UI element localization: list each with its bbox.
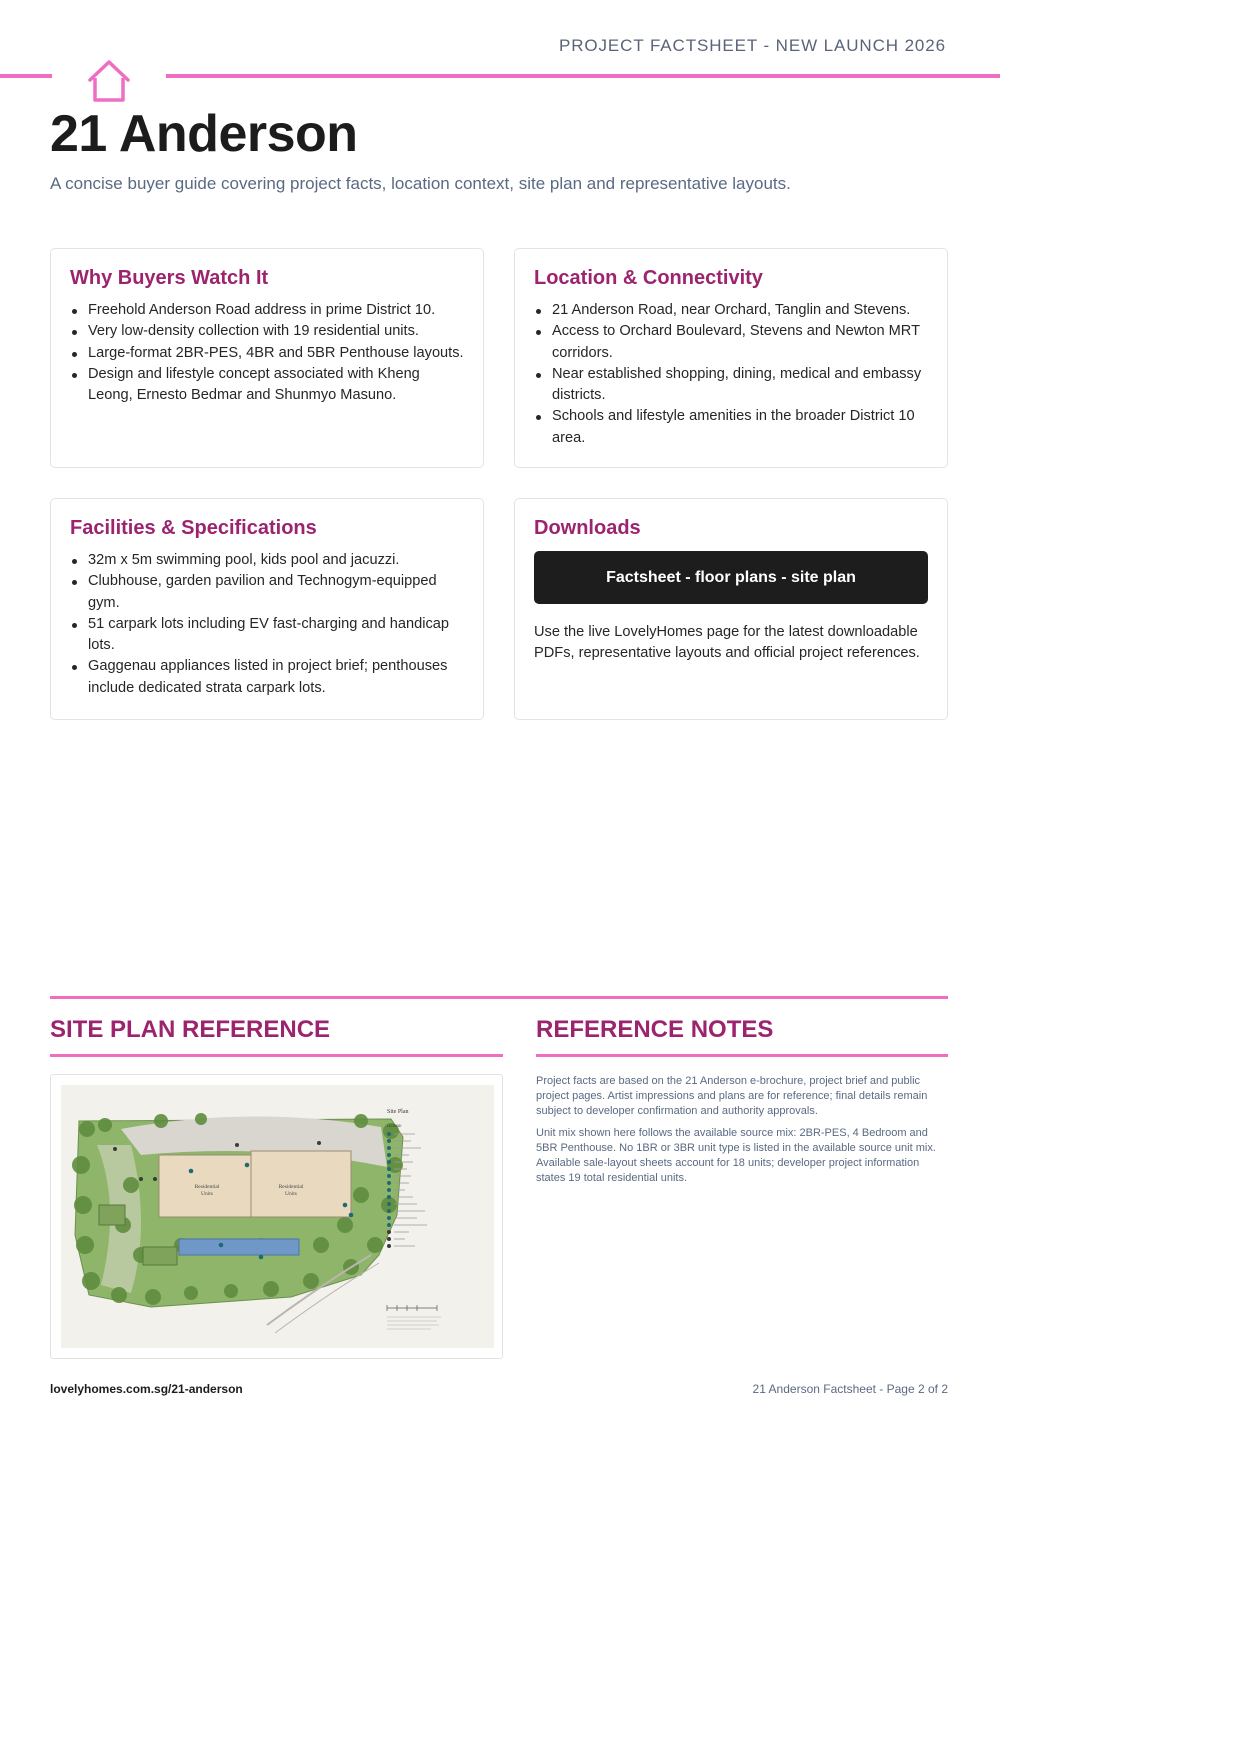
list-item: Gaggenau appliances listed in project brief; penthouses include dedicated strata carpark lots. xyxy=(70,656,464,699)
note-paragraph: Project facts are based on the 21 Anderson e-brochure, project brief and public project pages. Artist impressions and plans are for reference; final details remain subject to developer confirmation and authority approvals. xyxy=(536,1075,928,1117)
footer-url[interactable]: lovelyhomes.com.sg/21-anderson xyxy=(50,1382,243,1396)
card-heading: Facilities & Specifications xyxy=(70,517,317,539)
list-item: 32m x 5m swimming pool, kids pool and jacuzzi. xyxy=(70,550,464,571)
downloads-text: Use the live LovelyHomes page for the latest downloadable PDFs, representative layouts and official project references. xyxy=(534,624,920,662)
block-b-label-1: Residential xyxy=(278,1184,304,1190)
site-plan-heading: SITE PLAN REFERENCE xyxy=(50,1016,331,1043)
card-heading: Downloads xyxy=(534,517,641,539)
site-plan-image xyxy=(61,1085,494,1348)
header-rule-left xyxy=(0,74,52,78)
page-subtitle: A concise buyer guide covering project facts, location context, site plan and representative layouts. xyxy=(50,174,791,193)
card-list xyxy=(70,550,464,699)
list-item: Clubhouse, garden pavilion and Technogym-equipped gym. xyxy=(70,571,464,614)
section-rule xyxy=(50,996,948,999)
house-icon xyxy=(84,56,134,106)
list-item: Design and lifestyle concept associated with Kheng Leong, Ernesto Bedmar and Shunmyo Masuno. xyxy=(70,364,464,407)
reference-notes xyxy=(536,1074,948,1194)
block-a-label-1: Residential xyxy=(194,1184,220,1190)
card-location xyxy=(514,248,948,468)
list-item: Near established shopping, dining, medical and embassy districts. xyxy=(534,364,928,407)
list-item: Large-format 2BR-PES, 4BR and 5BR Penthouse layouts. xyxy=(70,343,464,364)
site-plan-rule xyxy=(50,1054,503,1057)
card-list xyxy=(534,300,928,449)
site-plan-legend-title: LEGEND xyxy=(387,1124,402,1128)
download-button[interactable]: Factsheet - floor plans - site plan xyxy=(534,551,928,604)
note-paragraph: Unit mix shown here follows the available source mix: 2BR-PES, 4 Bedroom and 5BR Penthouse. No 1BR or 3BR unit type is listed in the available source unit mix. Available sale-layout sheets account for 18 units; developer project information states 19 total residential units. xyxy=(536,1127,936,1184)
footer-page-label: 21 Anderson Factsheet - Page 2 of 2 xyxy=(752,1382,948,1396)
site-plan-title: Site Plan xyxy=(387,1109,409,1115)
site-plan-frame xyxy=(50,1074,503,1359)
card-why-buyers xyxy=(50,248,484,468)
card-downloads xyxy=(514,498,948,720)
header-rule-right xyxy=(166,74,1000,78)
card-facilities xyxy=(50,498,484,720)
list-item: Access to Orchard Boulevard, Stevens and Newton MRT corridors. xyxy=(534,321,928,364)
list-item: 21 Anderson Road, near Orchard, Tanglin and Stevens. xyxy=(534,300,928,321)
list-item: Very low-density collection with 19 residential units. xyxy=(70,321,464,342)
card-heading: Location & Connectivity xyxy=(534,267,763,289)
list-item: 51 carpark lots including EV fast-charging and handicap lots. xyxy=(70,614,464,657)
card-heading: Why Buyers Watch It xyxy=(70,267,269,289)
header-kicker: PROJECT FACTSHEET - NEW LAUNCH 2026 xyxy=(558,36,946,55)
card-list xyxy=(70,300,464,406)
reference-notes-heading: REFERENCE NOTES xyxy=(536,1016,774,1043)
list-item: Freehold Anderson Road address in prime District 10. xyxy=(70,300,464,321)
reference-notes-rule xyxy=(536,1054,948,1057)
list-item: Schools and lifestyle amenities in the broader District 10 area. xyxy=(534,406,928,449)
page-title: 21 Anderson xyxy=(50,105,358,163)
block-a-label-2: Units xyxy=(201,1191,213,1197)
block-b-label-2: Units xyxy=(285,1191,297,1197)
